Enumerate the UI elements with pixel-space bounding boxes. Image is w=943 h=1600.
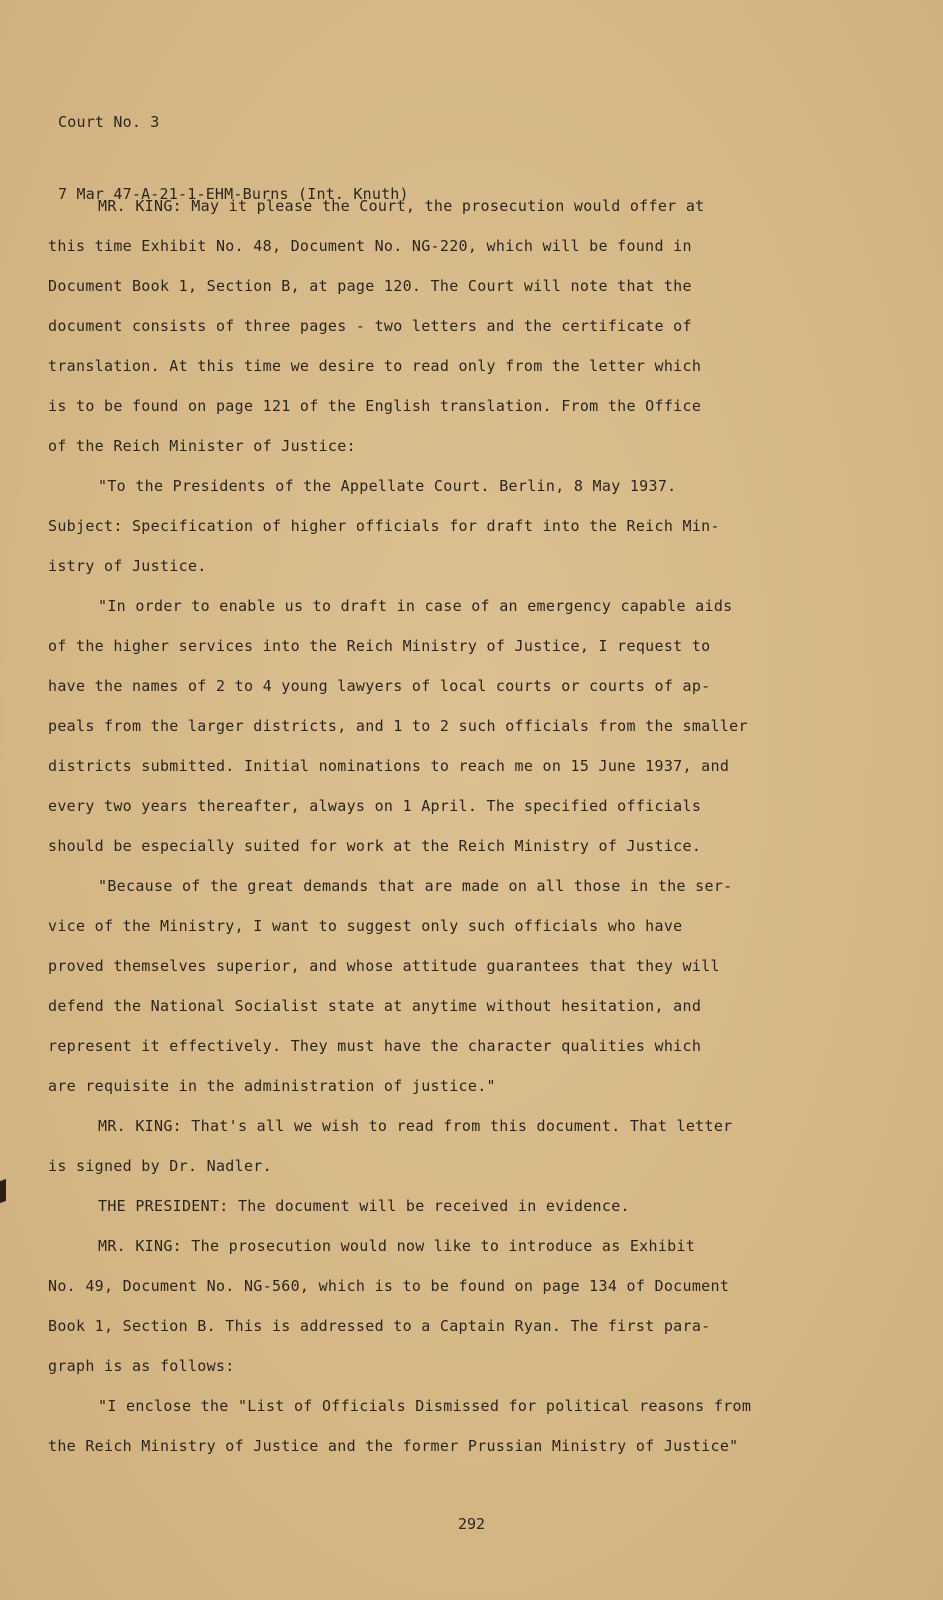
text-line: Subject: Specification of higher officials for draft into the Reich Min- [48, 517, 720, 535]
court-line: Court No. 3 [58, 113, 160, 131]
text-line: peals from the larger districts, and 1 to 2 such officials from the smaller [48, 717, 748, 735]
text-line: are requisite in the administration of justice." [48, 1077, 496, 1095]
text-line: MR. KING: May it please the Court, the prosecution would offer at [98, 197, 705, 215]
transcript-body [48, 186, 828, 1466]
text-line: is to be found on page 121 of the English translation. From the Office [48, 397, 702, 415]
text-line: of the higher services into the Reich Ministry of Justice, I request to [48, 637, 711, 655]
text-line: "I enclose the "List of Officials Dismissed for political reasons from [98, 1397, 752, 1415]
page-number: 292 [457, 1515, 486, 1533]
text-line: proved themselves superior, and whose attitude guarantees that they will [48, 957, 720, 975]
text-line: document consists of three pages - two letters and the certificate of [48, 317, 692, 335]
text-line: should be especially suited for work at the Reich Ministry of Justice. [48, 837, 702, 855]
text-line: defend the National Socialist state at anytime without hesitation, and [48, 997, 702, 1015]
text-line: istry of Justice. [48, 557, 207, 575]
text-line: have the names of 2 to 4 young lawyers of local courts or courts of ap- [48, 677, 711, 695]
text-line: graph is as follows: [48, 1357, 235, 1375]
text-line: represent it effectively. They must have the character qualities which [48, 1037, 702, 1055]
text-line: Book 1, Section B. This is addressed to a Captain Ryan. The first para- [48, 1317, 711, 1335]
text-line: "To the Presidents of the Appellate Court. Berlin, 8 May 1937. [98, 477, 677, 495]
text-line: vice of the Ministry, I want to suggest only such officials who have [48, 917, 683, 935]
text-line: every two years thereafter, always on 1 April. The specified officials [48, 797, 702, 815]
text-line: this time Exhibit No. 48, Document No. NG-220, which will be found in [48, 237, 692, 255]
text-line: of the Reich Minister of Justice: [48, 437, 356, 455]
text-line: No. 49, Document No. NG-560, which is to be found on page 134 of Document [48, 1277, 730, 1295]
edge-mark [0, 1179, 6, 1203]
text-line: "In order to enable us to draft in case of an emergency capable aids [98, 597, 733, 615]
transcript-reference: 7 Mar 47-A-21-1-EHM-Burns (Int. Knuth) [58, 185, 409, 203]
text-line: "Because of the great demands that are made on all those in the ser- [98, 877, 733, 895]
text-line: MR. KING: That's all we wish to read from this document. That letter [98, 1117, 733, 1135]
text-line: Document Book 1, Section B, at page 120. The Court will note that the [48, 277, 692, 295]
text-line: is signed by Dr. Nadler. [48, 1157, 272, 1175]
text-line: districts submitted. Initial nominations to reach me on 15 June 1937, and [48, 757, 730, 775]
text-line: the Reich Ministry of Justice and the former Prussian Ministry of Justice" [48, 1437, 739, 1455]
text-line: THE PRESIDENT: The document will be received in evidence. [98, 1197, 630, 1215]
text-line: MR. KING: The prosecution would now like to introduce as Exhibit [98, 1237, 696, 1255]
text-line: translation. At this time we desire to read only from the letter which [48, 357, 702, 375]
